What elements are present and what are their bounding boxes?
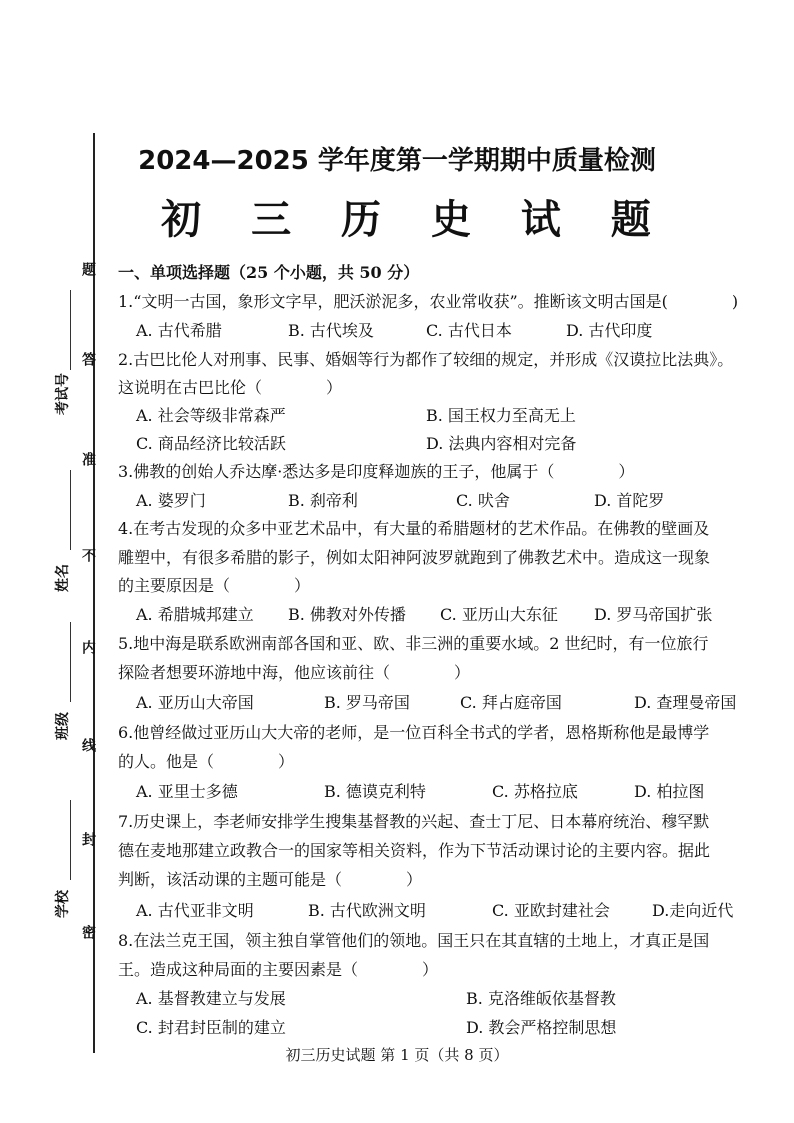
question-text: 德在麦地那建立政教合一的国家等相关资料，作为下节活动课讨论的主要内容。据此 [118,841,711,860]
binding-char: 封 [80,832,96,848]
option[interactable]: D. 古代印度 [566,321,653,340]
exam-number-blank[interactable] [70,290,71,370]
question-text: 7.历史课上，李老师安排学生搜集基督教的兴起、查士丁尼、日本幕府统治、穆罕默 [118,812,710,831]
binding-char: 答 [80,352,96,368]
question-text: 雕塑中，有很多希腊的影子，例如太阳神阿波罗就跑到了佛教艺术中。造成这一现象 [118,548,711,567]
binding-char: 不 [80,548,96,564]
binding-char: 线 [80,738,96,754]
school-blank[interactable] [70,800,71,880]
page-footer: 初三历史试题 第 1 页（共 8 页） [285,1046,509,1064]
option[interactable]: B. 古代埃及 [288,321,374,340]
question-text: 6.他曾经做过亚历山大大帝的老师，是一位百科全书式的学者，恩格斯称他是最博学 [118,723,710,742]
name-blank[interactable] [70,470,71,550]
question-text: 这说明在古巴比伦（ ） [118,378,343,397]
option[interactable]: D. 首陀罗 [594,491,665,510]
question-text: 4.在考古发现的众多中亚艺术品中，有大量的希腊题材的艺术作品。在佛教的壁画及 [118,519,710,538]
option[interactable]: C. 商品经济比较活跃 [136,434,286,453]
question-text: 5.地中海是联系欧洲南部各国和亚、欧、非三洲的重要水域。2 世纪时，有一位旅行 [118,634,709,653]
option[interactable]: A. 希腊城邦建立 [136,605,254,624]
section-heading: 一、单项选择题（25 个小题，共 50 分） [118,263,420,282]
option[interactable]: C. 吠舍 [456,491,510,510]
binding-char: 题 [80,262,96,278]
binding-char: 内 [80,640,96,656]
option[interactable]: B. 古代欧洲文明 [308,901,426,920]
option[interactable]: D. 教会严格控制思想 [466,1018,617,1037]
option[interactable]: A. 社会等级非常森严 [136,406,286,425]
class-label: 班级 [55,712,71,740]
option[interactable]: A. 古代亚非文明 [136,901,254,920]
option[interactable]: C. 亚历山大东征 [440,605,558,624]
option[interactable]: C. 亚欧封建社会 [492,901,610,920]
option[interactable]: B. 德谟克利特 [324,782,426,801]
question-text: 判断，该活动课的主题可能是（ ） [118,870,423,889]
option[interactable]: A. 古代希腊 [136,321,222,340]
option[interactable]: D. 罗马帝国扩张 [594,605,713,624]
exam-title: 2024—2025 学年度第一学期期中质量检测 [138,146,656,176]
option[interactable]: A. 亚里士多德 [136,782,238,801]
option[interactable]: B. 克洛维皈依基督教 [466,989,616,1008]
option[interactable]: B. 刹帝利 [288,491,358,510]
question-text: 王。造成这种局面的主要因素是（ ） [118,960,439,979]
question-text: 2.古巴比伦人对刑事、民事、婚姻等行为都作了较细的规定，并形成《汉谟拉比法典》。 [118,350,734,369]
option[interactable]: A. 婆罗门 [136,491,206,510]
option[interactable]: C. 古代日本 [426,321,512,340]
option[interactable]: A. 基督教建立与发展 [136,989,286,1008]
class-blank[interactable] [70,622,71,702]
option[interactable]: A. 亚历山大帝国 [136,693,254,712]
question-text: 1.“文明一古国，象形文字早，肥沃淤泥多，农业常收获”。推断该文明古国是( ) [118,292,739,311]
question-text: 的人。他是（ ） [118,752,295,771]
binding-char: 准 [80,452,96,468]
option[interactable]: B. 罗马帝国 [324,693,410,712]
question-text: 探险者想要环游地中海，他应该前往（ ） [118,663,471,682]
option[interactable]: D.走向近代 [652,901,734,920]
binding-char: 密 [80,925,96,941]
exam-number-label: 考试号 [55,373,71,415]
option[interactable]: D. 查理曼帝国 [634,693,737,712]
question-text: 8.在法兰克王国，领主独自掌管他们的领地。国王只在其直辖的土地上，才真正是国 [118,931,710,950]
option[interactable]: C. 苏格拉底 [492,782,578,801]
name-label: 姓名 [55,564,71,592]
option[interactable]: D. 法典内容相对完备 [426,434,577,453]
option[interactable]: C. 拜占庭帝国 [460,693,562,712]
option[interactable]: B. 国王权力至高无上 [426,406,576,425]
school-label: 学校 [55,890,71,918]
option[interactable]: B. 佛教对外传播 [288,605,406,624]
option[interactable]: C. 封君封臣制的建立 [136,1018,286,1037]
question-text: 的主要原因是（ ） [118,576,311,595]
subject-title: 初 三 历 史 试 题 [161,196,669,243]
option[interactable]: D. 柏拉图 [634,782,705,801]
question-text: 3.佛教的创始人乔达摩·悉达多是印度释迦族的王子，他属于（ ） [118,462,635,481]
